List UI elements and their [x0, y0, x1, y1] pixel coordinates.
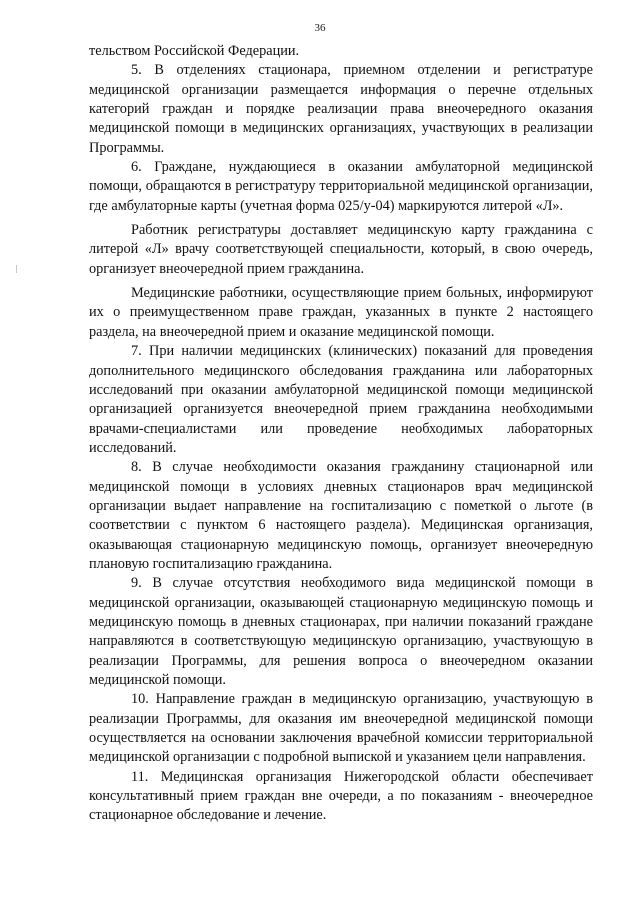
paragraph-registry-worker: Работник регистратуры доставляет медицинскую карту гражданина с литерой «Л» врачу соответствующей специальности, который, в свою очередь, организует внеочередной прием гражданина.: [89, 222, 593, 277]
paragraph-continuation: тельством Российской Федерации.: [89, 43, 300, 59]
paragraph-item-8: 8. В случае необходимости оказания гражданину стационарной или медицинской помощи в условиях дневных стационаров врач медицинской организации выдает направление на госпитализацию с пометкой о льготе (в соответствии с пунктом 6 настоящего раздела). Медицинская организация, оказывающая стационарную медицинскую помощь, организует внеочередную плановую госпитализацию гражданина.: [89, 459, 593, 572]
paragraph-medical-workers: Медицинские работники, осуществляющие прием больных, информируют их о преимущественном праве граждан, указанных в пункте 2 настоящего раздела, на внеочередной прием и оказание медицинской помощи.: [89, 285, 593, 340]
margin-mark: [16, 265, 17, 273]
paragraph-item-10: 10. Направление граждан в медицинскую организацию, участвующую в реализации Программы, для оказания им внеочередной медицинской помощи осуществляется на основании заключения врачебной комиссии территориальной медицинской организации с подробной выпиской и указанием цели направления.: [89, 691, 593, 766]
page-number: 36: [314, 22, 326, 34]
paragraph-item-9: 9. В случае отсутствия необходимого вида медицинской помощи в медицинской организации, оказывающей стационарную медицинскую помощь и медицинскую помощь в дневных стационарах, при наличии показаний граждане направляются в соответствующую медицинскую организацию, участвующую в реализации Программы, для решения вопроса о внеочередном оказании медицинской помощи.: [89, 575, 593, 688]
paragraph-item-7: 7. При наличии медицинских (клинических) показаний для проведения дополнительного медицинского обследования гражданина или лабораторных исследований при оказании амбулаторной медицинской помощи медицинской организацией организуется внеочередной прием гражданина необходимыми врачами-специалистами или проведение необходимых лабораторных исследований.: [89, 343, 593, 456]
document-body: [89, 42, 593, 826]
paragraph-item-11: 11. Медицинская организация Нижегородской области обеспечивает консультативный прием граждан вне очереди, а по показаниям - внеочередное стационарное обследование и лечение.: [89, 768, 593, 824]
paragraph-item-6: 6. Граждане, нуждающиеся в оказании амбулаторной медицинской помощи, обращаются в регистратуру территориальной медицинской организации, где амбулаторные карты (учетная форма 025/у-04) маркируются литерой «Л».: [89, 159, 593, 214]
paragraph-item-5: 5. В отделениях стационара, приемном отделении и регистратуре медицинской организации размещается информация о перечне отдельных категорий граждан и порядке реализации права внеочередного оказания медицинской помощи в медицинских организациях, участвующих в реализации Программы.: [89, 62, 593, 156]
